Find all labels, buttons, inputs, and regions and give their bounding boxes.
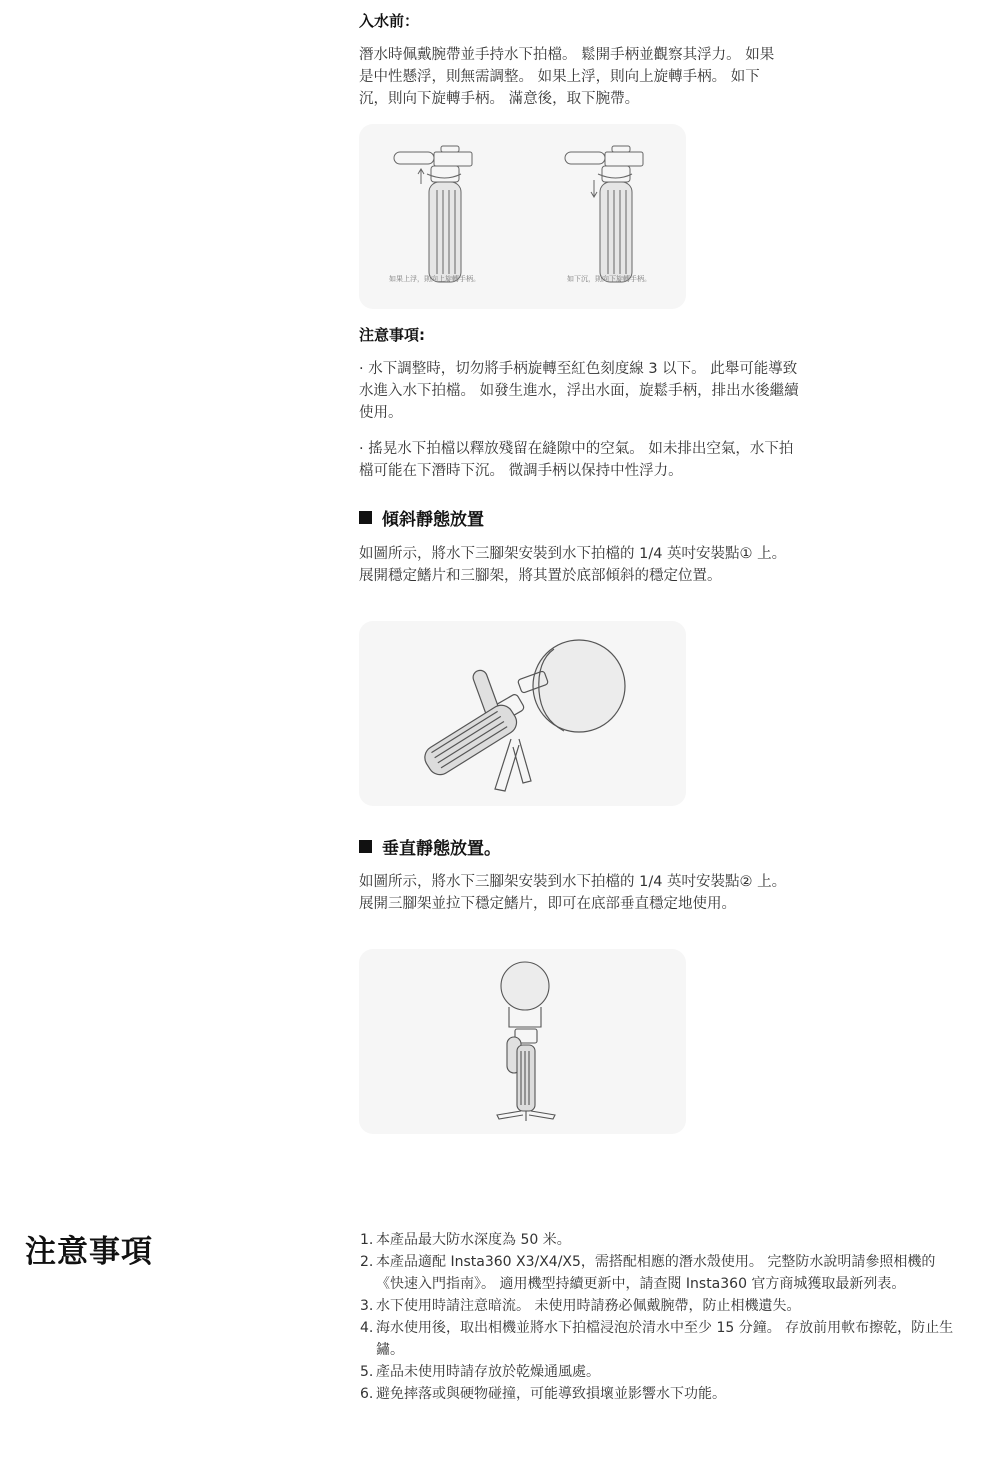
notice-item-text: 海水使用後，取出相機並將水下拍檔浸泡於清水中至少 15 分鐘。 存放前用軟布擦乾，防止生鏽。 bbox=[376, 1320, 954, 1358]
notice-item bbox=[360, 1229, 960, 1251]
grip-up-illustration bbox=[394, 146, 472, 282]
notice-item-text: 本產品適配 Insta360 X3/X4/X5，需搭配相應的潛水殼使用。 完整防水說明請參照相機的《快速入門指南》。 適用機型持續更新中，請查閱 Insta360 官方商城獲取最新列表。 bbox=[376, 1254, 936, 1292]
caution-item-2: · 搖晃水下拍檔以釋放殘留在縫隙中的空氣。 如未排出空氣，水下拍檔可能在下潛時下沉。 微調手柄以保持中性浮力。 bbox=[359, 441, 794, 479]
notice-title: 注意事項 bbox=[25, 1234, 153, 1270]
vertical-body: 如圖所示，將水下三腳架安裝到水下拍檔的 1/4 英吋安裝點② 上。 展開三腳架並拉下穩定鰭片，即可在底部垂直穩定地使用。 bbox=[359, 874, 787, 912]
notice-item-text: 產品未使用時請存放於乾燥通風處。 bbox=[376, 1364, 600, 1380]
notice-item-number: 4. bbox=[360, 1320, 374, 1336]
square-bullet-icon bbox=[359, 840, 372, 853]
vertical-title-wrap bbox=[359, 834, 799, 859]
notice-item-number: 6. bbox=[360, 1386, 374, 1402]
notice-list bbox=[360, 1229, 960, 1405]
notice-item bbox=[360, 1383, 960, 1405]
vertical-body-wrap bbox=[359, 871, 799, 915]
tilted-body: 如圖所示，將水下三腳架安裝到水下拍檔的 1/4 英吋安裝點① 上。 展開穩定鰭片和三腳架，將其置於底部傾斜的穩定位置。 bbox=[359, 546, 787, 584]
grip-down-illustration bbox=[565, 146, 643, 282]
square-bullet-icon bbox=[359, 511, 372, 524]
notice-item-text: 本產品最大防水深度為 50 米。 bbox=[376, 1232, 571, 1248]
before-water-body-wrap bbox=[359, 44, 779, 110]
vertical-title: 垂直靜態放置。 bbox=[382, 839, 501, 859]
notice-item-text: 水下使用時請注意暗流。 未使用時請務必佩戴腕帶，防止相機遺失。 bbox=[376, 1298, 801, 1314]
caution-item-2-wrap bbox=[359, 438, 799, 482]
caption-float-up: 如果上浮，則向上旋轉手柄。 bbox=[389, 275, 480, 283]
cautions-heading: 注意事項: bbox=[359, 326, 425, 344]
notice-item-number: 5. bbox=[360, 1364, 374, 1380]
notice-item bbox=[360, 1295, 960, 1317]
notice-item bbox=[360, 1251, 960, 1295]
tilted-body-wrap bbox=[359, 543, 799, 587]
tilted-title-row bbox=[359, 505, 799, 530]
before-water-heading-wrap bbox=[359, 10, 799, 31]
vertical-placement-illustration bbox=[359, 949, 686, 1134]
notice-item bbox=[360, 1317, 960, 1361]
tilted-title: 傾斜靜態放置 bbox=[382, 510, 484, 530]
caution-item-1: · 水下調整時，切勿將手柄旋轉至紅色刻度線 3 以下。 此舉可能導致水進入水下拍檔。 如發生進水，浮出水面，旋鬆手柄，排出水後繼續使用。 bbox=[359, 361, 799, 421]
notice-item-number: 2. bbox=[360, 1254, 374, 1270]
notice-item bbox=[360, 1361, 960, 1383]
vertical-title-row bbox=[359, 834, 799, 859]
tilted-title-wrap bbox=[359, 505, 799, 530]
notice-item-number: 3. bbox=[360, 1298, 374, 1314]
notice-item-text: 避免摔落或與硬物碰撞，可能導致損壞並影響水下功能。 bbox=[376, 1386, 726, 1402]
cautions-heading-wrap bbox=[359, 324, 799, 345]
tilted-placement-illustration bbox=[359, 621, 686, 806]
notice-item-number: 1. bbox=[360, 1232, 374, 1248]
tilted-placement-figure bbox=[359, 621, 686, 806]
before-water-body: 潛水時佩戴腕帶並手持水下拍檔。 鬆開手柄並觀察其浮力。 如果是中性懸浮，則無需調整。 如果上浮，則向上旋轉手柄。 如下沉，則向下旋轉手柄。 滿意後，取下腕帶。 bbox=[359, 47, 775, 107]
buoyancy-adjust-figure bbox=[359, 124, 686, 309]
caption-sink-down: 如下沉，則向下旋轉手柄。 bbox=[567, 275, 651, 283]
vertical-placement-figure bbox=[359, 949, 686, 1134]
before-water-heading: 入水前： bbox=[359, 12, 420, 30]
caution-item-1-wrap bbox=[359, 358, 799, 424]
